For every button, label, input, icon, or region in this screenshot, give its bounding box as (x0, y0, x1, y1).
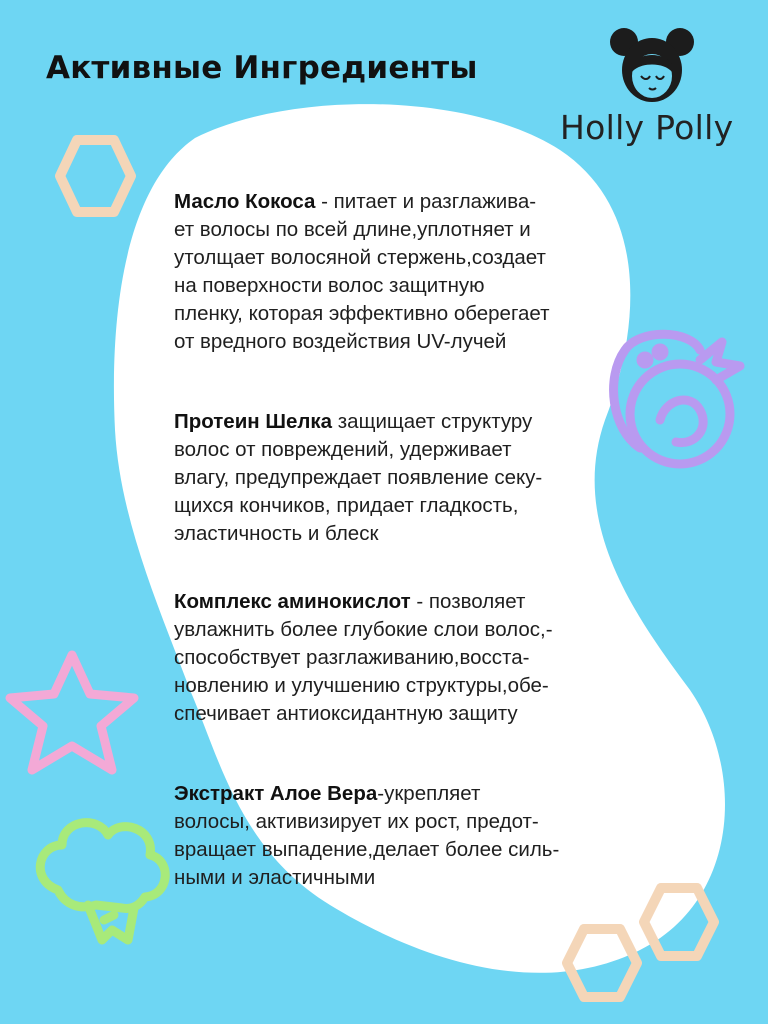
page-title: Активные Ингредиенты (46, 50, 478, 86)
ingredient-name: Протеин Шелка (174, 410, 333, 433)
coconut-icon (614, 334, 740, 464)
girl-with-buns-logo-icon (604, 26, 700, 106)
ingredient-description: защищает структуру волос от повреждений, удерживает влагу, предупреждает появление секу- щихся кончиков, придает гладкость, эластичность и блеск (174, 410, 543, 545)
star-icon (10, 655, 134, 770)
ingredients-list (174, 188, 622, 944)
ingredient-silk-protein (174, 408, 622, 548)
brand-name: Holly Polly (560, 108, 734, 147)
ingredient-name: Масло Кокоса (174, 190, 316, 213)
ingredient-description: -укрепляет волосы, активизирует их рост, предот- вращает выпадение,делает более силь- ными и эластичными (174, 782, 560, 889)
ingredient-description: - питает и разглажива- ет волосы по всей длине,уплотняет и утолщает волосяной стержень,создает на поверхности волос защитную пленку, которая эффективно оберегает от вредного воздействия UV-лучей (174, 190, 550, 353)
ingredient-name: Комплекс аминокислот (174, 590, 411, 613)
ingredient-aloe-vera (174, 780, 622, 892)
ingredient-description: - позволяет увлажнить более глубокие слои волос,- способствует разглаживанию,восста- новлению и улучшению структуры,обе- спечивает антиоксидантную защиту (174, 590, 553, 725)
hexagon-icon (60, 140, 131, 212)
ingredient-coconut-oil (174, 188, 622, 356)
broccoli-icon (40, 823, 165, 940)
ingredient-name: Экстракт Алое Вера (174, 782, 378, 805)
ingredient-amino-acids (174, 588, 622, 728)
